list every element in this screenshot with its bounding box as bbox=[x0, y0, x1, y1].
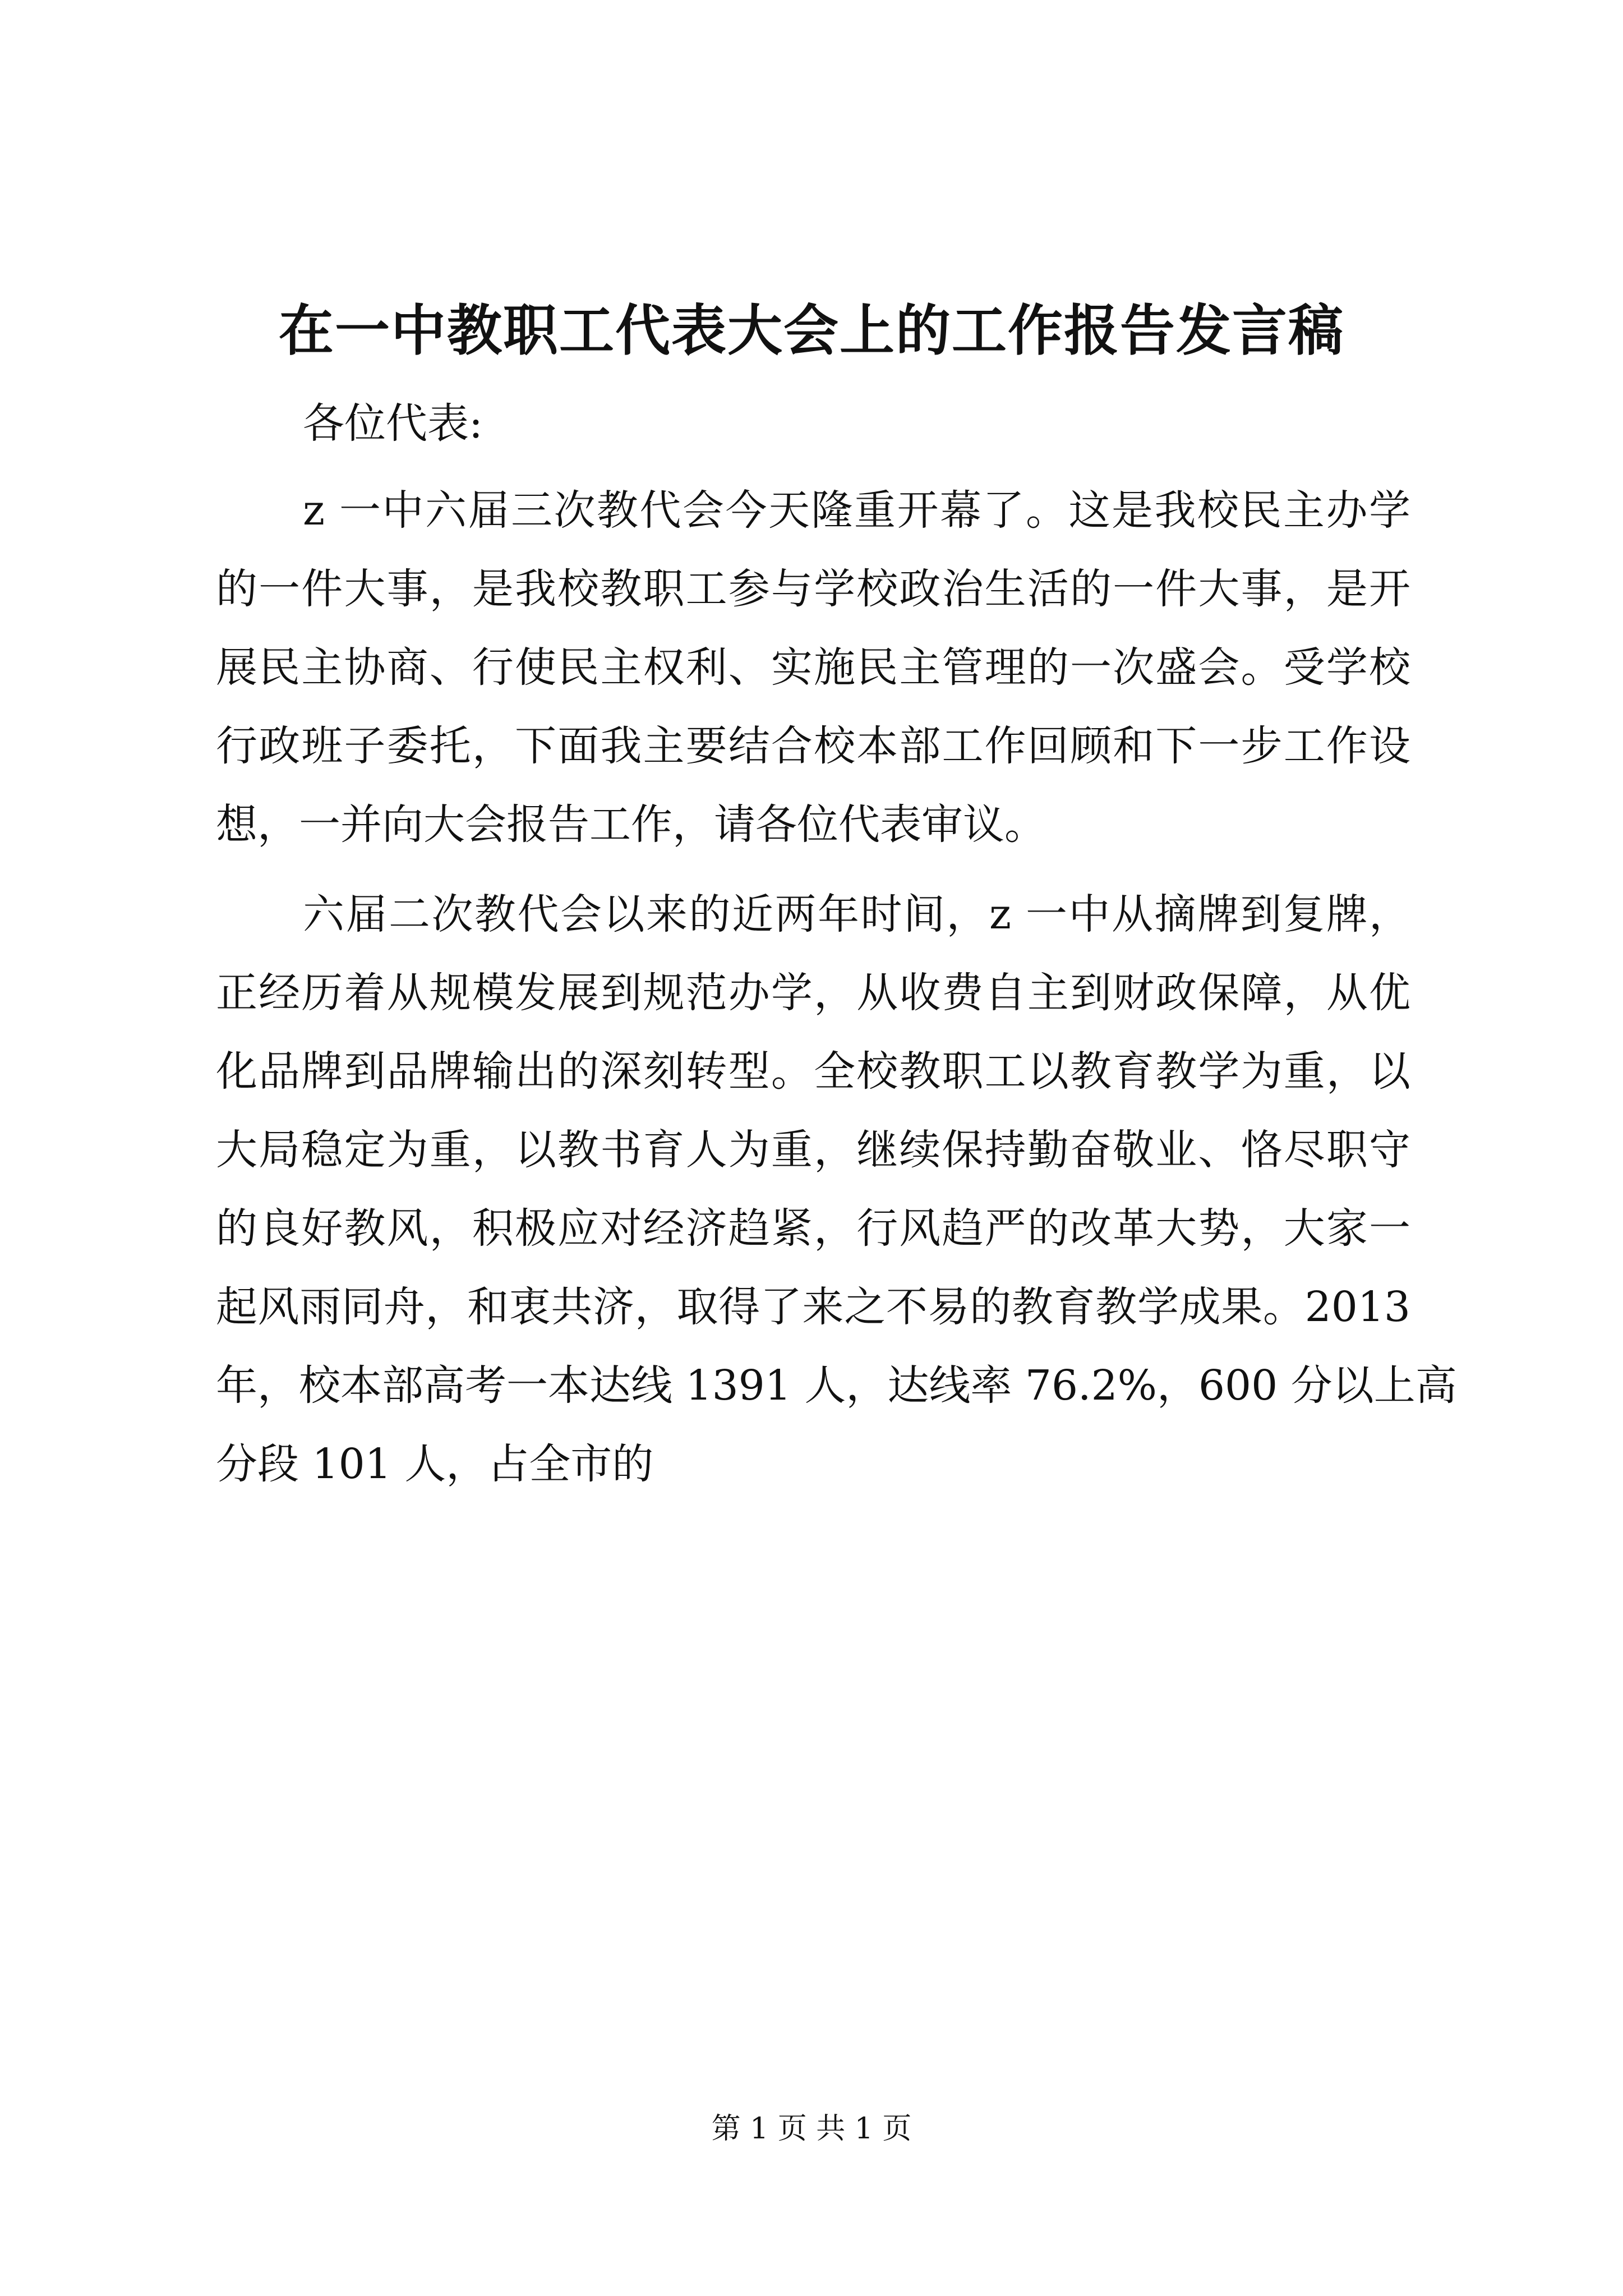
paragraph-line: 六届二次教代会以来的近两年时间，z 一中从摘牌到复牌， bbox=[303, 890, 1410, 938]
paragraph-line: z 一中六届三次教代会今天隆重开幕了。这是我校民主办学 bbox=[303, 486, 1410, 535]
paragraph-line: 的良好教风，积极应对经济趋紧，行风趋严的改革大势，大家一 bbox=[216, 1204, 1410, 1253]
document-title: 在一中教职工代表大会上的工作报告发言稿 bbox=[278, 298, 1344, 363]
paragraph-line: 展民主协商、行使民主权利、实施民主管理的一次盛会。受学校 bbox=[216, 643, 1410, 692]
paragraph-line: 起风雨同舟，和衷共济，取得了来之不易的教育教学成果。2013 bbox=[216, 1283, 1410, 1331]
paragraph-line: 正经历着从规模发展到规范办学，从收费自主到财政保障，从优 bbox=[216, 969, 1410, 1017]
salutation-line: 各位代表: bbox=[303, 399, 483, 448]
paragraph-line: 化品牌到品牌输出的深刻转型。全校教职工以教育教学为重，以 bbox=[216, 1047, 1410, 1096]
page-footer: 第 1 页 共 1 页 bbox=[711, 2112, 912, 2146]
paragraph-line: 想，一并向大会报告工作，请各位代表审议。 bbox=[216, 800, 1046, 849]
paragraph-line: 年，校本部高考一本达线 1391 人，达线率 76.2%，600 分以上高 bbox=[216, 1361, 1457, 1410]
paragraph-line: 大局稳定为重，以教书育人为重，继续保持勤奋敬业、恪尽职守 bbox=[216, 1126, 1410, 1174]
paragraph-line: 行政班子委托，下面我主要结合校本部工作回顾和下一步工作设 bbox=[216, 722, 1410, 770]
paragraph-line: 的一件大事，是我校教职工参与学校政治生活的一件大事，是开 bbox=[216, 565, 1410, 613]
paragraph-line: 分段 101 人，占全市的 bbox=[216, 1440, 654, 1488]
